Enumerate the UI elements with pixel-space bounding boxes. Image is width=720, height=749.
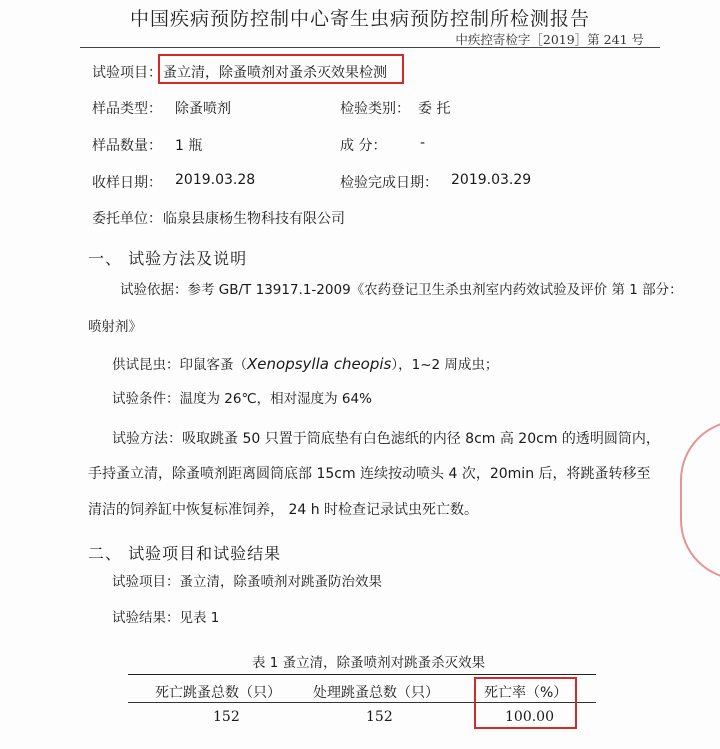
client-label: 委托单位： bbox=[92, 211, 162, 227]
table-caption: 表 1 蚤立清，除蚤喷剂对跳蚤杀灭效果 bbox=[252, 655, 486, 671]
test-insect-line bbox=[112, 357, 498, 373]
sample-qty-label: 样品数量： bbox=[92, 138, 162, 154]
method-line-3: 清洁的饲养缸中恢复标准饲养， 24 h 时检查记录试虫死亡数。 bbox=[88, 502, 479, 518]
section-2-heading: 二、 试验项目和试验结果 bbox=[88, 544, 282, 563]
sample-type-value: 除蚤喷剂 bbox=[175, 101, 231, 117]
ingredient-label: 成 分： bbox=[340, 138, 387, 154]
test-item-label: 试验项目： bbox=[92, 65, 162, 81]
method-line-2: 手持蚤立清，除蚤喷剂距离圆筒底部 15cm 连续按动喷头 4 次，20min 后，将跳蚤转移至 bbox=[88, 466, 651, 482]
test-item-line: 试验项目：蚤立清，除蚤喷剂对跳蚤防治效果 bbox=[112, 574, 382, 590]
sample-qty-value: 1 瓶 bbox=[175, 138, 203, 154]
completed-date-value: 2019.03.29 bbox=[451, 172, 532, 188]
test-insect-prefix: 供试昆虫：印鼠客蚤（ bbox=[112, 357, 247, 373]
table-top-rule bbox=[128, 674, 596, 675]
table-header-mortality: 死亡率（%） bbox=[484, 685, 568, 701]
sample-type-label: 样品类型： bbox=[92, 101, 162, 117]
mortality-highlight bbox=[474, 677, 577, 729]
received-date-value: 2019.03.28 bbox=[175, 172, 256, 188]
document-number: 中疾控寄检字［2019］第 241 号 bbox=[455, 32, 644, 47]
basis-line-2: 喷射剂》 bbox=[88, 319, 142, 335]
table-header-treated-count: 处理跳蚤总数（只） bbox=[313, 685, 439, 701]
client-value: 临泉县康杨生物科技有限公司 bbox=[163, 211, 345, 227]
completed-date-label: 检验完成日期： bbox=[340, 175, 438, 191]
test-category-label: 检验类别： bbox=[340, 101, 410, 117]
test-result-line: 试验结果：见表 1 bbox=[112, 610, 220, 626]
table-header-dead-count: 死亡跳蚤总数（只） bbox=[155, 685, 281, 701]
basis-line-1: 试验依据：参考 GB/T 13917.1-2009《农药登记卫生杀虫剂室内药效试验及评价 第 1 部分： bbox=[120, 282, 683, 298]
ingredient-value: - bbox=[420, 135, 426, 151]
conditions-line: 试验条件：温度为 26℃，相对湿度为 64% bbox=[112, 391, 372, 407]
received-date-label: 收样日期： bbox=[92, 175, 162, 191]
test-category-value: 委 托 bbox=[418, 101, 451, 117]
table-cell-dead-count: 152 bbox=[213, 709, 240, 725]
method-line-1: 试验方法：吸取跳蚤 50 只置于筒底垫有白色滤纸的内径 8cm 高 20cm 的透明圆筒内， bbox=[112, 431, 660, 447]
test-item-value: 蚤立清，除蚤喷剂对蚤杀灭效果检测 bbox=[163, 65, 387, 81]
test-insect-suffix: ），1~2 周成虫； bbox=[391, 357, 499, 373]
header-rule bbox=[80, 47, 660, 48]
test-insect-latin: Xenopsylla cheopis bbox=[247, 355, 392, 373]
table-cell-mortality: 100.00 bbox=[505, 709, 554, 725]
table-cell-treated-count: 152 bbox=[366, 709, 393, 725]
seal-stamp bbox=[680, 420, 720, 580]
report-title: 中国疾病预防控制中心寄生虫病预防控制所检测报告 bbox=[129, 8, 590, 30]
section-1-heading: 一、 试验方法及说明 bbox=[88, 249, 248, 268]
